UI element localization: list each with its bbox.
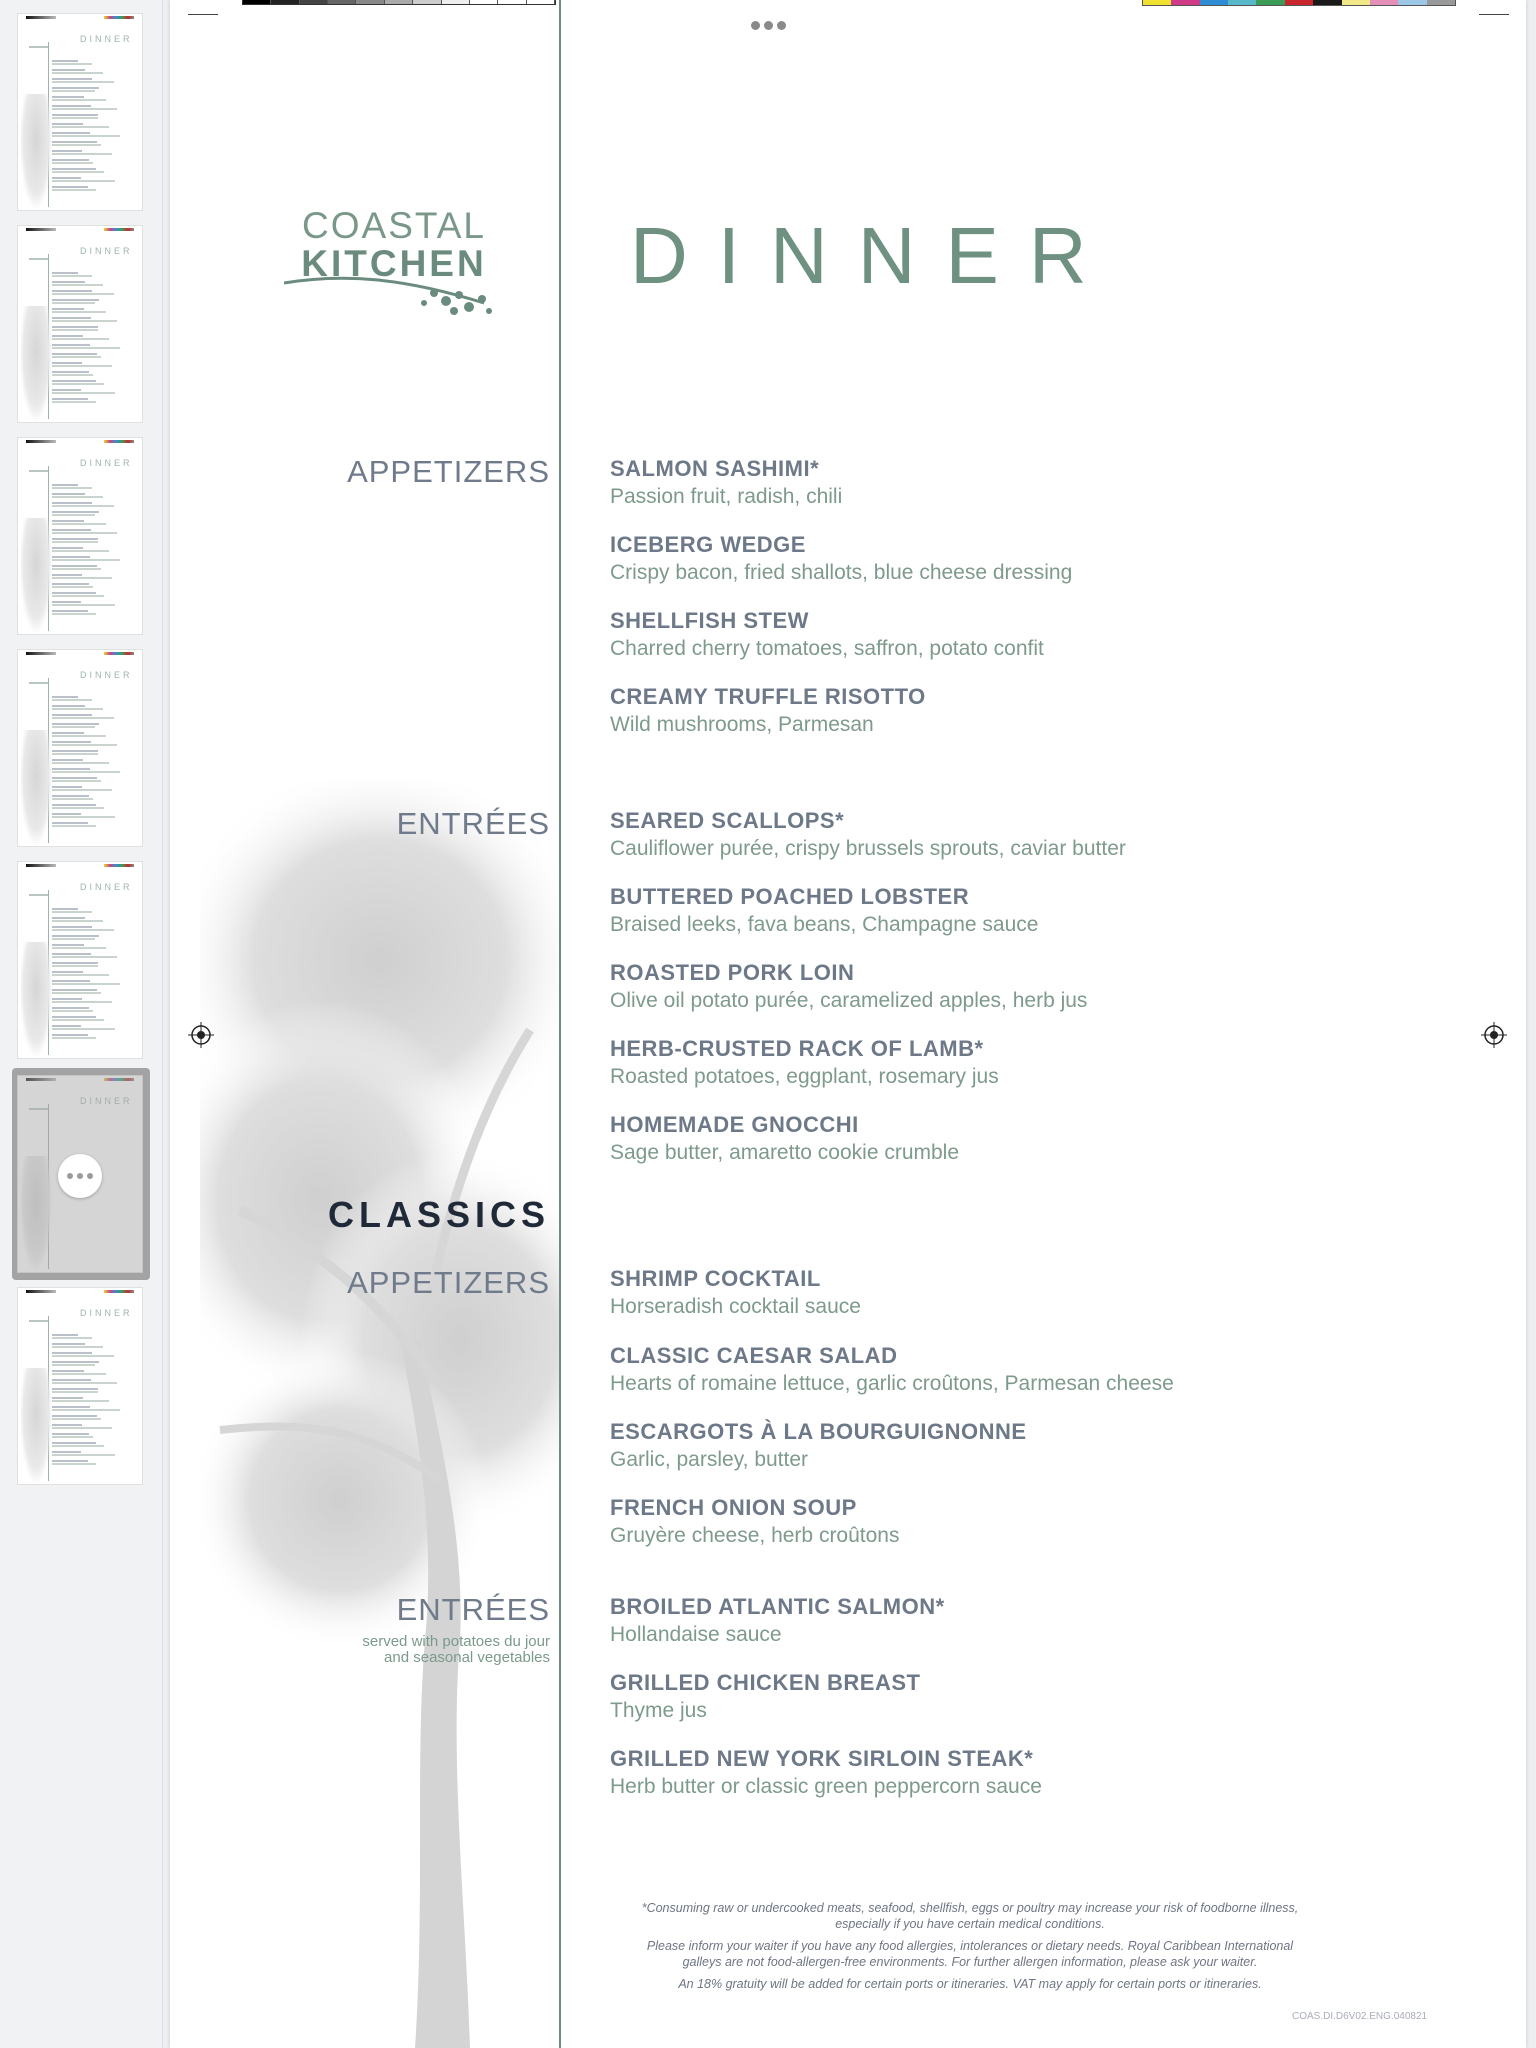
menu-item [610,1111,959,1167]
item-description: Horseradish cocktail sauce [610,1295,861,1318]
section-note: served with potatoes du jour [362,1633,550,1650]
item-name: FRENCH ONION SOUP [610,1495,857,1520]
menu-item [610,1418,1027,1474]
color-calibration-bar [1142,0,1456,6]
item-description: Wild mushrooms, Parmesan [610,713,874,736]
thumbnail-page-7[interactable] [18,1288,142,1484]
thumbnail-title: DINNER [80,670,133,680]
footer-text: galleys are not food-allergen-free environments. For further allergen information, please ask your waiter. [682,1955,1258,1969]
item-description: Charred cherry tomatoes, saffron, potato confit [610,637,1044,660]
thumbnail-page-5[interactable] [18,862,142,1058]
item-name: SEARED SCALLOPS* [610,808,845,833]
menu-item [610,531,1072,587]
menu-item [610,807,1126,863]
menu-item [610,1342,1174,1398]
item-name: BROILED ATLANTIC SALMON* [610,1594,945,1619]
page-options-icon[interactable] [744,18,792,32]
menu-item [610,1669,920,1725]
thumbnail-preview: DINNER [18,1076,142,1272]
thumbnail-title: DINNER [80,882,133,892]
more-dots-icon [58,1154,102,1198]
coastal-kitchen-logo: COASTAL KITCHEN [294,205,504,320]
thumbnail-page-1[interactable] [18,14,142,210]
thumbnail-title: DINNER [80,34,133,44]
item-name: ICEBERG WEDGE [610,532,806,557]
menu-item [610,1035,999,1091]
document-code: COAS.DI.D6V02.ENG.040821 [1292,2011,1428,2022]
tree-watermark-image [200,780,560,2048]
section-label-appetizers: APPETIZERS [347,454,550,489]
item-name: SHELLFISH STEW [610,608,809,633]
thumbnail-page-3[interactable] [18,438,142,634]
item-description: Thyme jus [610,1699,707,1722]
thumbnail-title: DINNER [80,458,133,468]
menu-footer-disclaimer [610,1900,1330,1998]
item-description: Cauliflower purée, crispy brussels sprouts, caviar butter [610,837,1126,860]
thumbnail-logo [29,460,49,472]
item-description: Passion fruit, radish, chili [610,485,843,508]
item-description: Hearts of romaine lettuce, garlic croûtons, Parmesan cheese [610,1372,1174,1395]
footer-text: *Consuming raw or undercooked meats, seafood, shellfish, eggs or poultry may increase your risk of foodborne illness, [641,1901,1299,1915]
item-description: Sage butter, amaretto cookie crumble [610,1141,960,1164]
thumbnail-logo [29,248,49,260]
thumbnail-logo [29,1310,49,1322]
item-description: Roasted potatoes, eggplant, rosemary jus [610,1065,999,1088]
footer-text: An 18% gratuity will be added for certain ports or itineraries. VAT may apply for certain ports or itineraries. [678,1977,1262,1991]
thumbnail-logo [29,884,49,896]
thumbnail-page-2[interactable] [18,226,142,422]
menu-item [610,1593,945,1649]
registration-mark-icon [1481,1022,1507,1048]
footer-text: Please inform your waiter if you have any food allergies, intolerances or dietary needs. Royal Caribbean International [646,1939,1294,1953]
classics-heading: CLASSICS [327,1194,550,1235]
vertical-divider [559,0,561,2048]
item-description: Hollandaise sauce [610,1623,782,1646]
menu-item [610,455,842,511]
item-name: SHRIMP COCKTAIL [610,1266,821,1291]
menu-title: DINNER [630,211,1117,300]
registration-mark-icon [188,1022,214,1048]
thumbnail-page-4[interactable] [18,650,142,846]
thumbnail-title: DINNER [80,246,133,256]
section-note: and seasonal vegetables [384,1649,550,1666]
item-name: ROASTED PORK LOIN [610,960,855,985]
menu-item [610,883,1038,939]
item-description: Garlic, parsley, butter [610,1448,809,1471]
section-label-entrees: ENTRÉES [396,806,550,841]
section-label-classics-entrees: ENTRÉES [396,1592,550,1627]
grayscale-calibration-bar [242,0,556,5]
item-name: BUTTERED POACHED LOBSTER [610,884,970,909]
more-options-button[interactable] [58,1154,102,1198]
item-name: CLASSIC CAESAR SALAD [610,1343,898,1368]
menu-item [610,1265,861,1321]
crop-mark [1479,14,1509,15]
menu-item [610,683,926,739]
menu-item [610,1745,1042,1801]
item-name: ESCARGOTS À LA BOURGUIGNONNE [610,1419,1027,1444]
olive-branch-icon [284,263,504,323]
footer-text: especially if you have certain medical conditions. [835,1917,1105,1931]
menu-item [610,607,1044,663]
section-label-classics-appetizers: APPETIZERS [347,1265,550,1300]
crop-mark [188,14,218,15]
thumbnail-logo [29,36,49,48]
thumbnail-title: DINNER [80,1308,133,1318]
item-name: HOMEMADE GNOCCHI [610,1112,859,1137]
item-name: SALMON SASHIMI* [610,456,820,481]
menu-item [610,959,1087,1015]
menu-item [610,1494,900,1550]
item-description: Crispy bacon, fried shallots, blue cheese dressing [610,561,1073,584]
item-description: Herb butter or classic green peppercorn sauce [610,1775,1042,1798]
item-description: Gruyère cheese, herb croûtons [610,1524,900,1547]
item-description: Olive oil potato purée, caramelized apples, herb jus [610,989,1088,1012]
item-name: GRILLED CHICKEN BREAST [610,1670,921,1695]
item-description: Braised leeks, fava beans, Champagne sauce [610,913,1039,936]
item-name: HERB-CRUSTED RACK OF LAMB* [610,1036,984,1061]
item-name: CREAMY TRUFFLE RISOTTO [610,684,926,709]
item-name: GRILLED NEW YORK SIRLOIN STEAK* [610,1746,1034,1771]
menu-page [170,0,1526,2048]
page-thumbnail-sidebar [0,0,163,2048]
thumbnail-logo [29,672,49,684]
